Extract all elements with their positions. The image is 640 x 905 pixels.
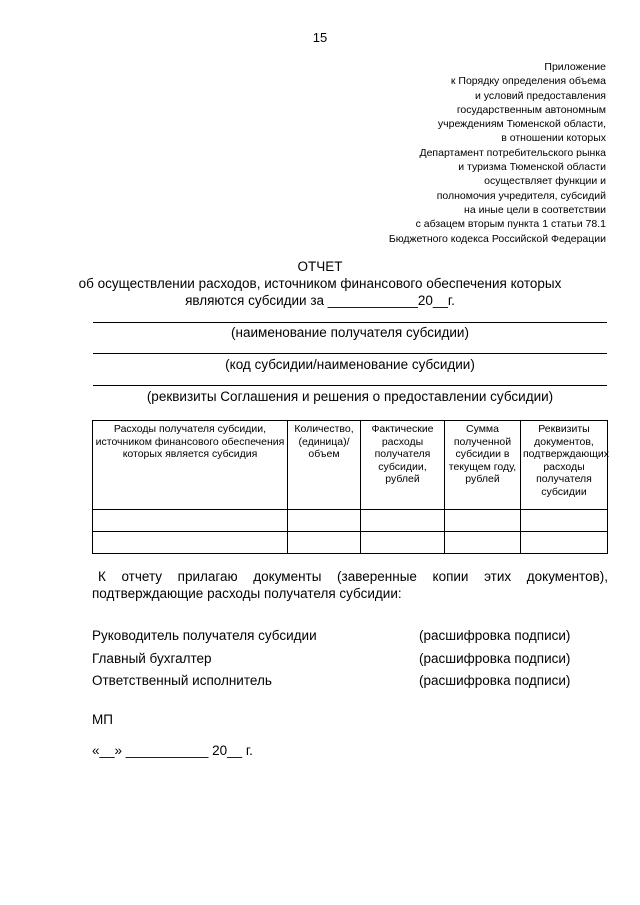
- table-header-row: [93, 421, 608, 510]
- table-row: [93, 510, 608, 532]
- attachment-line1: К отчету прилагаю документы (заверенные копии этих документов),: [98, 569, 608, 584]
- expense-report-table: [92, 420, 608, 554]
- report-title: ОТЧЕТ: [297, 259, 343, 274]
- header-document-details: Реквизиты документов, подтверждающих расходы получателя субсидии: [521, 421, 608, 510]
- subsidy-code-fill-line: [93, 353, 607, 354]
- table-cell[interactable]: [445, 510, 521, 532]
- header-subsidy-amount: Сумма полученной субсидии в текущем году, рублей: [445, 421, 521, 510]
- appendix-line: с абзацем вторым пункта 1 статьи 78.1: [415, 218, 606, 231]
- appendix-line: Бюджетного кодекса Российской Федерации: [388, 232, 606, 245]
- appendix-line: учреждениям Тюменской области,: [437, 118, 606, 131]
- attachment-line2: подтверждающие расходы получателя субсидии:: [92, 586, 402, 601]
- stamp-place: МП: [92, 712, 113, 727]
- header-expenses: Расходы получателя субсидии, источником финансового обеспечения которых является субсидия: [93, 421, 288, 510]
- appendix-line: Департамент потребительского рынка: [419, 146, 606, 159]
- report-subtitle-line2: являются субсидии за ____________20__г.: [185, 293, 455, 308]
- signature-decode: (расшифровка подписи): [419, 628, 571, 643]
- appendix-line: и условий предоставления: [474, 89, 606, 102]
- report-subtitle-line1: об осуществлении расходов, источником финансового обеспечения которых: [78, 276, 562, 291]
- attachment-note: [92, 568, 608, 602]
- header-actual-expenses: Фактические расходы получателя субсидии, рублей: [361, 421, 445, 510]
- header-quantity: Количество, (единица)/ объем: [288, 421, 361, 510]
- signature-role: Ответственный исполнитель: [92, 673, 272, 688]
- agreement-caption: (реквизиты Соглашения и решения о предоставлении субсидии): [146, 389, 554, 404]
- appendix-line: в отношении которых: [501, 132, 606, 145]
- report-title-block: [0, 258, 640, 309]
- signature-role: Главный бухгалтер: [92, 651, 212, 666]
- appendix-line: и туризма Тюменской области: [458, 161, 606, 174]
- table-cell[interactable]: [521, 532, 608, 554]
- table-cell[interactable]: [93, 510, 288, 532]
- appendix-line: осуществляет функции и: [484, 175, 606, 188]
- signature-decode: (расшифровка подписи): [419, 673, 571, 688]
- table-cell[interactable]: [361, 532, 445, 554]
- table-row: [93, 532, 608, 554]
- table-cell[interactable]: [361, 510, 445, 532]
- appendix-header: [306, 60, 606, 246]
- subsidy-code-caption: (код субсидии/наименование субсидии): [225, 357, 475, 372]
- appendix-line: полномочия учредителя, субсидий: [436, 189, 606, 202]
- page-number: 15: [312, 30, 328, 45]
- agreement-fill-line: [93, 385, 607, 386]
- appendix-line: на иные цели в соответствии: [464, 203, 606, 216]
- table-cell[interactable]: [445, 532, 521, 554]
- appendix-line: к Порядку определения объема: [450, 75, 606, 88]
- signature-role: Руководитель получателя субсидии: [92, 628, 317, 643]
- recipient-fill-line: [93, 322, 607, 323]
- appendix-line: Приложение: [544, 61, 606, 73]
- appendix-line: государственным автономным: [456, 103, 606, 116]
- recipient-caption: (наименование получателя субсидии): [231, 325, 469, 340]
- table-cell[interactable]: [288, 532, 361, 554]
- table-cell[interactable]: [288, 510, 361, 532]
- date-line: «__» ___________ 20__ г.: [92, 743, 253, 758]
- table-cell[interactable]: [521, 510, 608, 532]
- table-cell[interactable]: [93, 532, 288, 554]
- signature-decode: (расшифровка подписи): [419, 651, 571, 666]
